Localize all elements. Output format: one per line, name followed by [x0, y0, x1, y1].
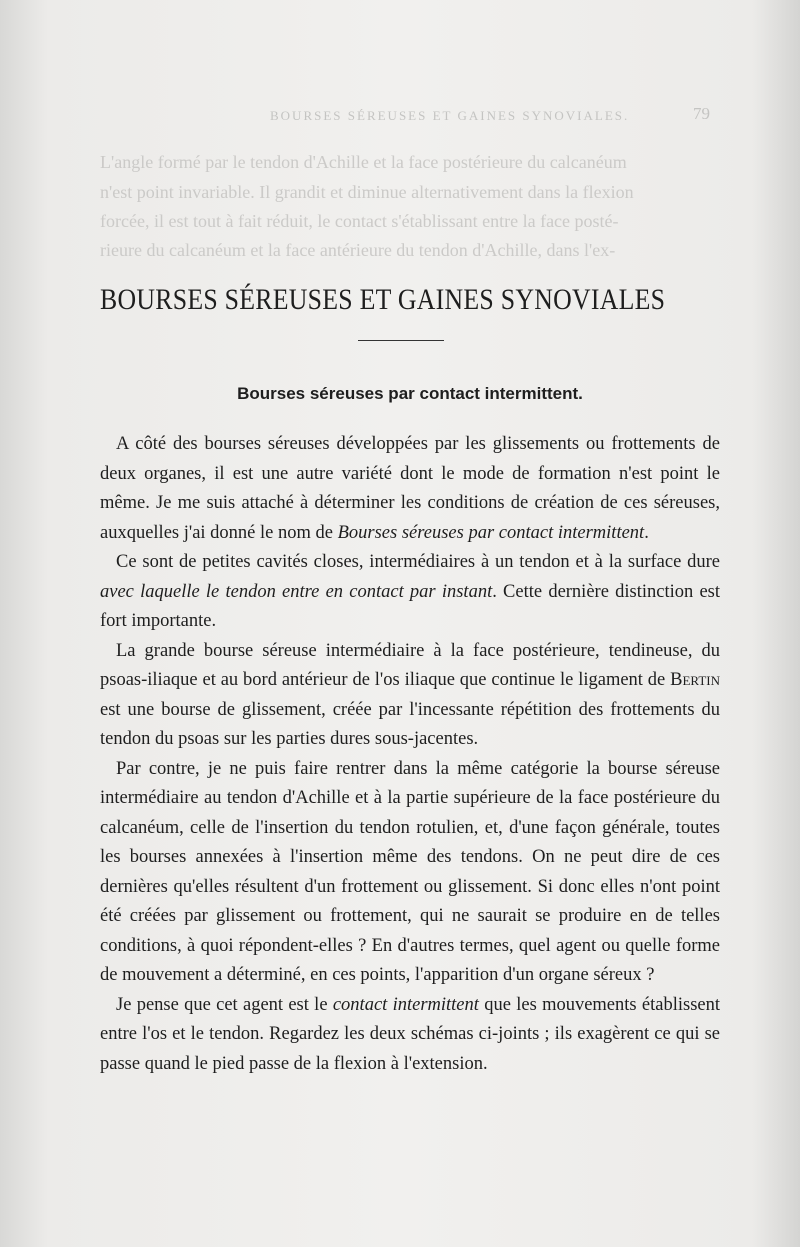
paragraph-emphasis: contact intermittent: [332, 994, 479, 1015]
bleed-through-line: n'est point invariable. Il grandit et diminue alternativement dans la flexion: [100, 182, 634, 202]
paragraph-text: A côté des bourses séreuses développées par les glissements ou frottements de deux organes, il est une autre variété dont le mode de formation n'est point le même. Je me suis attaché à déterminer les conditions de création de ces séreuses, auxquelles j'ai donné le nom de: [100, 434, 720, 543]
section-subtitle: Bourses séreuses par contact intermittent.: [237, 384, 583, 403]
paragraph: [100, 548, 720, 637]
running-title: BOURSES SÉREUSES ET GAINES SYNOVIALES.: [270, 108, 630, 123]
bleed-through-line: L'angle formé par le tendon d'Achille et la face postérieure du calcanéum: [100, 152, 627, 172]
paragraph: Par contre, je ne puis faire rentrer dans la même catégorie la bourse séreuse intermédiaire au tendon d'Achille et à la partie supérieure de la face postérieure du calcanéum, celle de l'insertion du tendon rotulien, et, d'une façon générale, toutes les bourses annexées à l'insertion même des tendons. On ne peut dire de ces dernières qu'elles résultent d'un frottement ou glissement. Si donc elles n'ont point été créées par glissement ou frottement, qui ne saurait se produire en de telles conditions, à quoi répondent-elles ? En d'autres termes, quel agent ou quelle forme de mouvement a déterminé, en ces points, l'apparition d'un organe séreux ?: [100, 758, 720, 985]
paragraph-text: . Cette dernière distinction est fort importante.: [100, 581, 720, 631]
author-name: Bertin: [670, 670, 720, 690]
paragraph-text: que les mouvements établissent entre l'os et le tendon. Regardez les deux schémas ci-joints ; ils exagèrent ce qui se passe quand le pied passe de la flexion à l'extension.: [100, 994, 720, 1074]
title-rule: [358, 340, 444, 341]
running-header: [100, 104, 710, 128]
body-text: [100, 430, 720, 1079]
paragraph-emphasis: avec laquelle le tendon entre en contact par instant: [100, 581, 493, 602]
page-title: BOURSES SÉREUSES ET GAINES SYNOVIALES: [100, 283, 666, 316]
paragraph-emphasis: Bourses séreuses par contact intermittent: [337, 522, 645, 543]
bleed-through-line: forcée, il est tout à fait réduit, le contact s'établissant entre la face posté-: [100, 211, 619, 231]
paragraph: [100, 430, 720, 548]
page-number: 79: [693, 104, 710, 123]
paragraph: [100, 991, 720, 1080]
paragraph-text: Je pense que cet agent est le: [116, 994, 333, 1015]
paragraph: [100, 637, 720, 755]
paragraph-text: La grande bourse séreuse intermédiaire à la face postérieure, tendineuse, du psoas-iliaque et au bord antérieur de l'os iliaque que continue le ligament de: [100, 640, 720, 690]
paragraph-text: .: [644, 522, 649, 543]
paragraph-text: est une bourse de glissement, créée par l'incessante répétition des frottements du tendon du psoas sur les parties dures sous-jacentes.: [100, 699, 720, 749]
bleed-through-line: rieure du calcanéum et la face antérieure du tendon d'Achille, dans l'ex-: [100, 240, 616, 260]
paragraph-text: Ce sont de petites cavités closes, intermédiaires à un tendon et à la surface dure: [116, 552, 720, 572]
